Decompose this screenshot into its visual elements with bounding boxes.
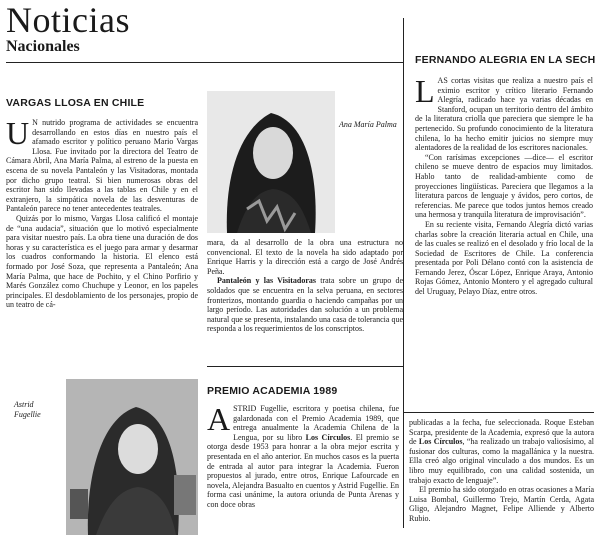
novel-title: Pantaleón y las Visitadoras xyxy=(217,276,316,286)
alegria-paragraph-2: “Con rarísimas excepciones —dice— el escritor chileno se mueve dentro de espacios muy limitados. Hablo tanto de realidad-ambiente como de proyecciones lingüísticas. Pareciera que llegamos a la literatura parcos de lenguaje y ávidos, pero cortos, de referencias. Me parece que todos juntos hemos creado una hermosa y tranquila literatura de improvisación”. xyxy=(415,152,593,220)
vargas-paragraph-2: Quizás por lo mismo, Vargas Llosa calificó el montaje de “una audacia”, situación que lo motivó especialmente para visitar nuestro país. La obra tiene una duración de dos horas y su característica es el juego para armar y desarmar los cuadros conformando la historia. El elenco está formado por José Soza, que representa a Pantaleón; Ana María Palma, que hace de Pochito, y el Chino Porfirio y Marés González como Chuchupe y Leonor, en los papeles principales. El desdoblamiento de los personajes, propio de un teatro de cá- xyxy=(6,213,198,310)
astrid-fugellie-caption-line-1: Astrid xyxy=(14,400,34,409)
alegria-dropcap: L xyxy=(415,76,435,109)
vargas-heading: VARGAS LLOSA EN CHILE xyxy=(6,97,145,109)
premio-paragraph-1-a: STRID Fugellie, escritora y poetisa chilena, fue galardonada con el Premio Academia 1989, que entrega anualmente la Academia Chilena de la Lengua, por su libro xyxy=(233,404,399,442)
portrait-image xyxy=(207,91,335,233)
book-title-2: Los Círculos xyxy=(418,437,463,447)
vargas-article-col1 xyxy=(6,118,198,366)
astrid-fugellie-caption-line-2: Fugellie xyxy=(14,410,41,419)
vargas-article-col2 xyxy=(207,238,403,353)
alegria-article xyxy=(415,76,593,411)
ana-maria-palma-caption: Ana María Palma xyxy=(339,120,397,129)
astrid-fugellie-photo xyxy=(66,379,198,535)
ana-maria-palma-photo xyxy=(207,91,335,233)
vargas-continuation-2 xyxy=(207,276,403,334)
premio-top-rule-right xyxy=(404,412,594,413)
portrait-image xyxy=(66,379,198,535)
masthead-subtitle: Nacionales xyxy=(6,38,80,55)
premio-paragraph-1 xyxy=(207,404,399,510)
premio-paragraph-2 xyxy=(409,418,594,485)
premio-dropcap: A xyxy=(207,404,231,437)
masthead-title: Noticias xyxy=(6,0,130,40)
premio-paragraph-1-b: . El premio se otorga desde 1953 para honrar a la obra mejor escrita y presentada en el año anterior. En muchos casos es la puerta de entrada al autor para integrar la Academia. Fueron propuestos al jurado, entre otros, Enrique Lafourcade en novela, Alejandra Basualto en cuentos y Astrid Fugellie. En forma casi unánime, la autora oriunda de Punta Arenas y con doce obras xyxy=(207,432,399,509)
premio-paragraph-2-b: , “ha realizado un trabajo valiosísimo, al fusionar dos culturas, como la magallánica y la nuestra. Ella creó algo original vinculado a dos mundos. Es un libro muy equilibrado, con una calidad sostenida, un trabajo exacto de lenguaje”. xyxy=(409,437,594,485)
premio-paragraph-3: El premio ha sido otorgado en otras ocasiones a María Luisa Bombal, Guillermo Trejo, Martín Cerda, Agata Gligo, Alejandro Magnet, Felipe Alliende y Alberto Rubio. xyxy=(409,485,594,523)
book-title: Los Círculos xyxy=(305,432,351,442)
premio-article-col1 xyxy=(207,404,399,536)
alegria-paragraph-1: AS cortas visitas que realiza a nuestro país el eximio escritor y crítico literario Fernando Alegría, radicado hace ya varias décadas en Stanford, ocupan un territorio dentro del ámbito de la literatura criolla que pareciera que siempre le ha pertenecido. Su profundo conocimiento de la literatura chilena, lo ha hecho emitir juicios no siempre muy alentadores de la realidad de los escritores nacionales. xyxy=(415,76,593,153)
vargas-continuation-1: mara, da al desarrollo de la obra una estructura no convencional. El texto de la novela ha sido adaptado por Enrique Harris y la dirección está a cargo de José Andrés Peña. xyxy=(207,238,403,276)
premio-paragraph-2-a: publicadas a la fecha, fue seleccionada. Roque Esteban Scarpa, presidente de la Academia, expresó que la autora de xyxy=(409,418,594,447)
vargas-dropcap: U xyxy=(6,118,30,151)
alegria-paragraph-3: En su reciente visita, Fernando Alegría dictó varias charlas sobre la creación literaria actual en Chile, una de las cuales se realizó en el desolado y frío local de la Sociedad de Escritores de Chile. La conferencia presentada por Poli Délano contó con la asistencia de Fernando Jerez, Óscar López, Enrique Araya, Antonio Rojas Gómez, Antonio Montero y el agregado cultural del Uruguay, Pelayo Díaz, entre otros. xyxy=(415,219,593,297)
premio-article-col2 xyxy=(409,418,594,536)
column-divider xyxy=(403,18,404,528)
alegria-heading: FERNANDO ALEGRIA EN LA SECH xyxy=(415,54,596,66)
vargas-continuation-2-text: trata sobre un grupo de soldados que se encuentra en la selva peruana, en sectores fronterizos, montando guardia o haciendo campañas por un largo período. Las autoridades dan solución a un problema natural que se presenta, instalando una casa de tolerancia que responda a los requerimientos de los conscriptos. xyxy=(207,276,403,334)
premio-heading: PREMIO ACADEMIA 1989 xyxy=(207,385,338,397)
masthead-rule xyxy=(6,62,403,63)
premio-top-rule-left xyxy=(207,366,403,367)
vargas-paragraph-1: N nutrido programa de actividades se encuentra desarrollando en estos días en nuestro país el afamado escritor y político peruano Mario Vargas Llosa. Fue invitado por la directora del Teatro de Cámara Abril, Ana María Palma, al estreno de la puesta en escena de su novela Pantaleón y las Visitadoras, montada por dicho grupo teatral. Si bien numerosas obras del escritor han sido llevadas a las tablas en Chile y en el extranjero, la simpática novela de las desventuras de Pantaleón parece no tener antecedentes teatrales. xyxy=(6,118,198,214)
